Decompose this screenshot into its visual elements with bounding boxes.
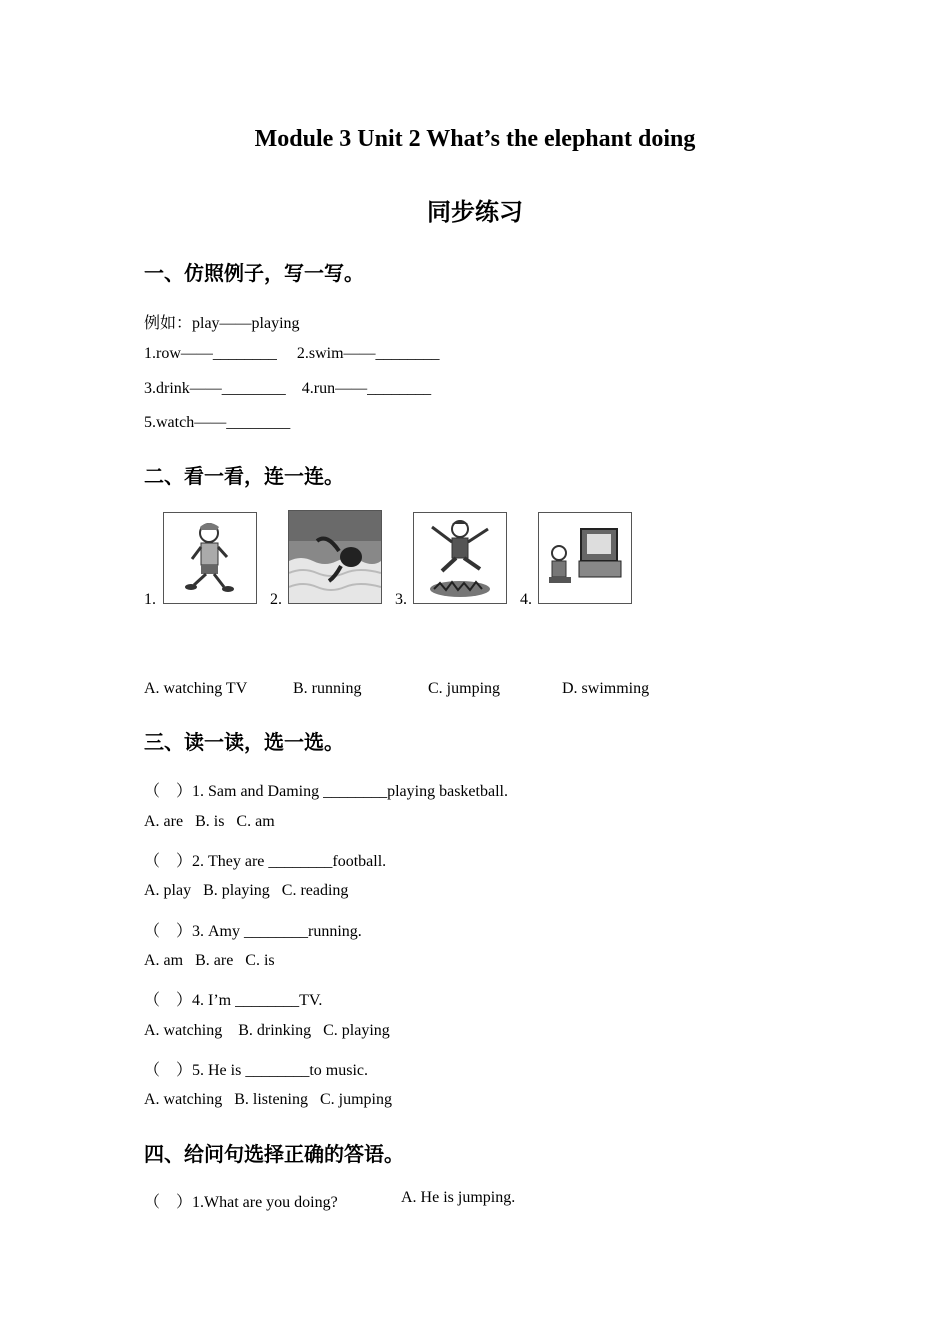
question-2: （ ）2. They are ________football. <box>144 853 387 870</box>
section-2-heading: 二、看一看，连一连。 <box>144 464 344 488</box>
section-4-heading: 四、给问句选择正确的答语。 <box>144 1142 404 1166</box>
question-3-choices: A. am B. are C. is <box>144 952 275 969</box>
page-title: Module 3 Unit 2 What’s the elephant doing <box>254 126 696 152</box>
section-1-heading: 一、仿照例子，写一写。 <box>144 261 364 285</box>
option-b: B. running <box>293 680 362 697</box>
running-boy-icon <box>163 512 257 604</box>
section-3-heading: 三、读一读，选一选。 <box>144 730 344 754</box>
section-4-answer-a: A. He is jumping. <box>401 1189 516 1206</box>
question-5-choices: A. watching B. listening C. jumping <box>144 1091 392 1108</box>
picture-number-2: 2. <box>270 591 282 608</box>
option-c: C. jumping <box>428 680 501 697</box>
question-4: （ ）4. I’m ________TV. <box>144 992 323 1009</box>
picture-number-3: 3. <box>395 591 407 608</box>
example-line: 例如：play——playing <box>144 315 300 332</box>
jumping-boy-icon <box>413 512 507 604</box>
question-3: （ ）3. Amy ________running. <box>144 923 362 940</box>
option-d: D. swimming <box>562 680 650 697</box>
section-4-question-1: （ ）1.What are you doing? <box>144 1194 338 1211</box>
watching-tv-icon <box>538 512 632 604</box>
picture-number-1: 1. <box>144 591 156 608</box>
option-a: A. watching TV <box>144 680 248 697</box>
question-1-choices: A. are B. is C. am <box>144 813 275 830</box>
exercise-line-3: 5.watch——________ <box>144 414 291 431</box>
question-4-choices: A. watching B. drinking C. playing <box>144 1022 390 1039</box>
picture-number-4: 4. <box>520 591 532 608</box>
page-subtitle: 同步练习 <box>427 200 523 226</box>
question-5: （ ）5. He is ________to music. <box>144 1062 368 1079</box>
exercise-line-2: 3.drink——________ 4.run——________ <box>144 380 432 397</box>
swimming-boy-icon <box>288 510 382 604</box>
question-1: （ ）1. Sam and Daming ________playing basketball. <box>144 783 508 800</box>
question-2-choices: A. play B. playing C. reading <box>144 882 349 899</box>
exercise-line-1: 1.row——________ 2.swim——________ <box>144 345 440 362</box>
